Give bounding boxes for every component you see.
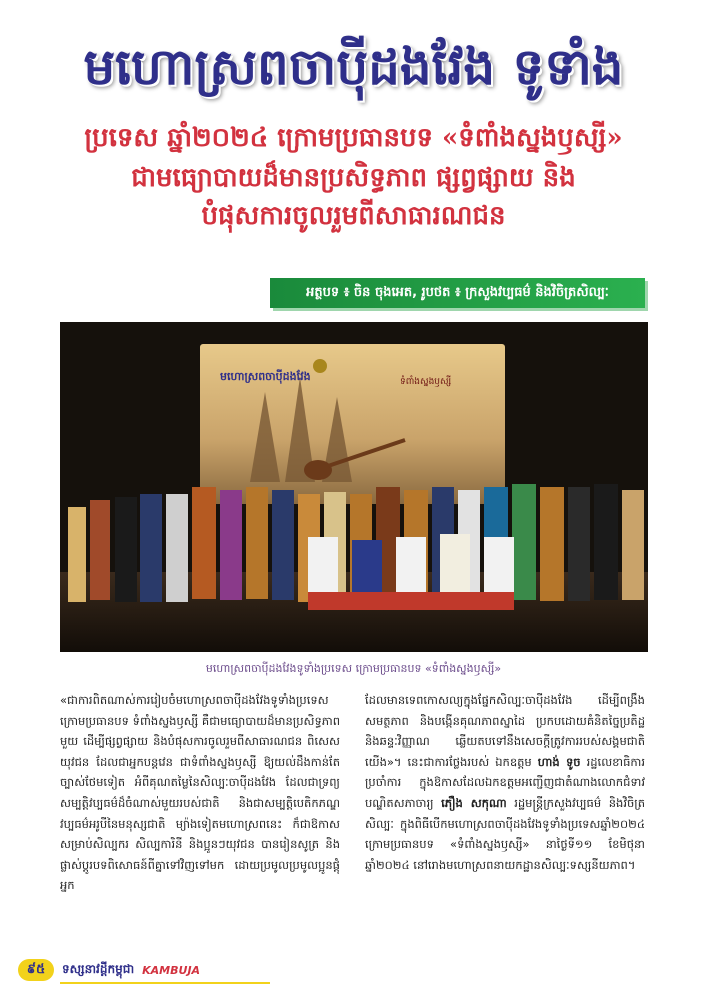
subtitle-line-3: បំផុសការចូលរួមពីសាធារណជន [201, 201, 506, 231]
subtitle-line-2: ជាមធ្យោបាយដ៏មានប្រសិទ្ធភាព ផ្សព្វផ្សាយ និង [131, 163, 576, 193]
body-column-left [60, 690, 340, 974]
byline-text: អត្ថបទ ៖ ចិន ចុងអេត, រូបថត ៖ ក្រសួងវប្បធម៌ និងវិចិត្រសិល្បៈ [306, 284, 609, 300]
event-photo [60, 322, 648, 652]
page-footer [18, 958, 200, 982]
body-paragraph-right [365, 690, 645, 875]
magazine-name: ទស្សនាវដ្ដីកម្ពុជា [62, 962, 135, 976]
ministry-emblem [313, 359, 327, 373]
photo-caption: មហោស្រពចាប៉ីដងវែងទូទាំងប្រទេស ក្រោមប្រធានបទ «ទំពាំងស្នងឫស្សី» [205, 662, 502, 675]
stage-screen [200, 344, 505, 504]
byline-bar [270, 278, 645, 308]
body-text-a: ដែលមានទេពកោសល្យក្នុងផ្នែកសិល្បៈចាប៉ីដងវែង ដើម្បីពង្រឹងសមត្ថភាព និងបង្កើនគុណភាពស្នាដៃ ប្រកបដោយគំនិតច្នៃប្រតិដ្ឋ និងឆន្ទៈវិញ្ញាណ ឆ្លើយតបទៅនឹងសេចក្ដីត្រូវការរបស់សង្គមជាតិយើង»។ នេះជាការថ្លែងរបស់ ឯកឧត្តម [365, 693, 645, 769]
screen-title-text: មហោស្រពចាប៉ីដងវែង [220, 370, 311, 383]
body-column-right [365, 690, 645, 974]
person-name-1: ហាង់ ទូច [537, 754, 581, 769]
page-number-badge: ៩៥ [18, 959, 54, 981]
screen-subtitle-text: ទំពាំងស្នងឫស្សី [400, 377, 452, 387]
body-paragraph-left: «ជាការពិតណាស់ការរៀបចំមហោស្រពចាប៉ីដងវែងទូទាំងប្រទេស ក្រោមប្រធានបទ ទំពាំងស្នងឫស្សី គឺជាមធ្យោបាយដ៏មានប្រសិទ្ធភាពមួយ ដើម្បីផ្សព្វផ្សាយ និងបំផុសការចូលរួមពីសាធារណជន ពិសេសយុវជន ដែលជាអ្នកបន្តវេន ជាទំពាំងស្នងឫស្សី ឱ្យយល់ដឹងកាន់តែច្បាស់ថែមទៀត អំពីគុណតម្លៃនៃសិល្បៈចាប៉ីដងវែង ដែលជាទ្រព្យសម្បត្តិវប្បធម៌ដ៏ចំណាស់មួយរបស់ជាតិ និងជាសម្បត្តិបេតិកភណ្ឌវប្បធម៌អរូបីនៃមនុស្សជាតិ ម្យ៉ាងទៀតមហោស្រពនេះ ក៏ជាឱកាសសម្រាប់សិល្បករ សិល្បការិនី និងប្អូនៗយុវជន បានរៀនសូត្រ និងផ្លាស់ប្ដូរបទពិសោធន៍ពីគ្នាទៅវិញទៅមក ដោយប្រមូលប្រមូលប្អូនផ្ដុំអ្នក [60, 693, 340, 893]
subtitle-line-1: ប្រទេស ឆ្នាំ២០២៤ ក្រោមប្រធានបទ «ទំពាំងស្នងឫស្សី» [84, 123, 623, 153]
magazine-brand: KAMBUJA [142, 963, 201, 977]
body-text-b: រដ្ឋលេខាធិការប្រចាំការ ក្នុងឱកាសដែលឯកឧត្តមអញ្ជើញជាតំណាងលោកជំទាវបណ្ឌិតសភាចារ្យ [365, 754, 645, 810]
article-title: មហោស្រពចាប៉ីដងវែង ទូទាំង [83, 37, 624, 96]
stage-photo-illustration [60, 322, 648, 652]
footer-divider [60, 982, 270, 984]
body-text-c: រដ្ឋមន្ត្រីក្រសួងវប្បធម៌ និងវិចិត្រសិល្បៈ ក្នុងពិធីបើកមហោស្រពចាប៉ីដងវែងទូទាំងប្រទេសឆ្នាំ២០២៤ ក្រោមប្រធានបទ «ទំពាំងស្នងឫស្សី» នាថ្ងៃទី១១ ខែមិថុនា ឆ្នាំ២០២៤ នៅរោងមហោស្រពនាយកដ្ឋានសិល្បៈទស្សនីយភាព។ [365, 795, 645, 872]
person-name-2: ភឿង សកុណា [441, 795, 507, 810]
